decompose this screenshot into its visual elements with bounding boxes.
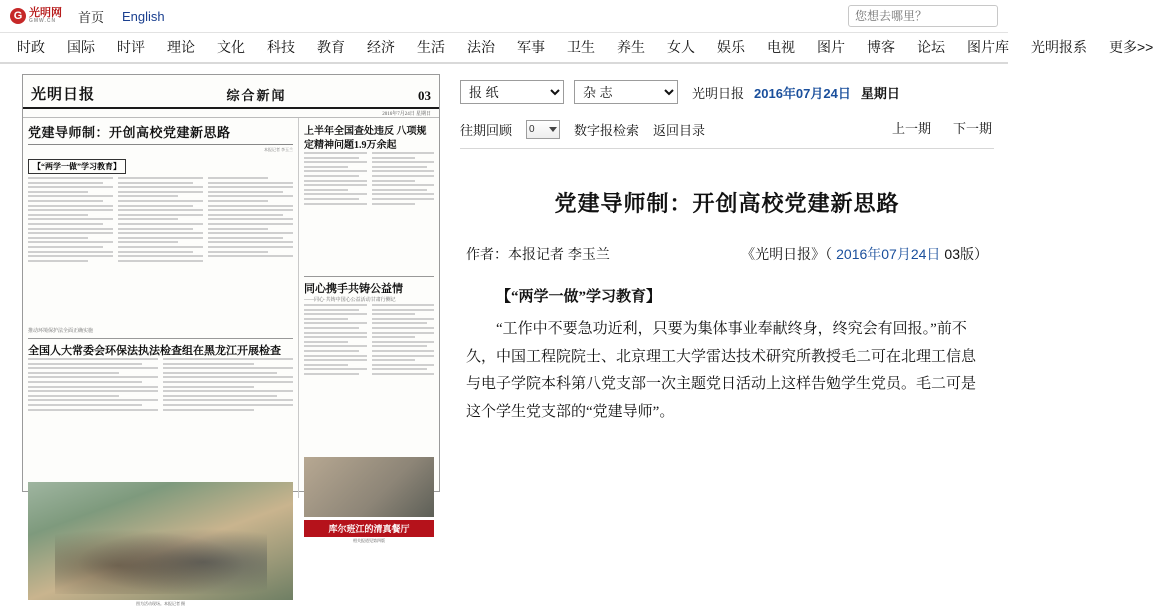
top-link-home[interactable]: 首页 xyxy=(78,9,105,25)
newspaper-right-text-1 xyxy=(304,152,434,272)
publication-name: 光明日报 xyxy=(692,85,745,101)
newspaper-pane xyxy=(0,64,452,606)
past-issues-link[interactable]: 往期回顾 xyxy=(460,123,513,138)
issue-mini-select-value: 0 xyxy=(529,124,535,135)
article-source: 《光明日报》（ xyxy=(741,246,833,262)
newspaper-headline-main: 党建导师制：开创高校党建新思路 xyxy=(28,122,293,145)
next-issue-link[interactable]: 下一期 xyxy=(952,121,992,136)
nav-item-13[interactable]: 女人 xyxy=(667,39,695,55)
issue-pager xyxy=(892,118,992,137)
newspaper-column-right xyxy=(299,118,439,543)
back-to-index-link[interactable]: 返回目录 xyxy=(653,123,706,138)
main-nav xyxy=(0,33,1154,64)
nav-item-15[interactable]: 电视 xyxy=(767,39,795,55)
chevron-down-icon xyxy=(549,127,557,132)
nav-item-18[interactable]: 论坛 xyxy=(917,39,945,55)
newspaper-dateline: 2016年7月24日 星期日 xyxy=(23,109,439,118)
article-source-page: 03版） xyxy=(944,246,988,262)
magazine-select[interactable] xyxy=(574,80,678,104)
article-source-date: 2016年07月24日 xyxy=(836,246,941,262)
top-link-english[interactable]: English xyxy=(122,8,165,24)
nav-item-5[interactable]: 科技 xyxy=(267,39,295,55)
publication-selector-row xyxy=(460,80,994,104)
nav-item-2[interactable]: 时评 xyxy=(117,39,145,55)
newspaper-byline: 本报记者 李玉兰 xyxy=(264,147,293,152)
newspaper-page-image[interactable] xyxy=(22,74,440,606)
newspaper-photo-caption: 图为活动现场。本报记者 摄 xyxy=(136,601,185,606)
newspaper-header xyxy=(23,75,439,109)
nav-item-8[interactable]: 生活 xyxy=(417,39,445,55)
newspaper-columns xyxy=(23,118,439,606)
logo-icon: G xyxy=(10,8,26,24)
newspaper-photo-small xyxy=(304,457,434,517)
newspaper-masthead: 光明日报 xyxy=(31,87,96,103)
newspaper-headline-right-2: 同心携手共铸公益情 xyxy=(304,276,434,296)
logo-subtitle: GMW.CN xyxy=(29,18,57,24)
nav-item-12[interactable]: 养生 xyxy=(617,39,645,55)
nav-item-1[interactable]: 国际 xyxy=(67,39,95,55)
content-area xyxy=(0,64,1008,606)
newspaper-footer-note: 相关报道见第四版 xyxy=(353,538,385,543)
nav-item-more[interactable]: 更多>> xyxy=(1109,39,1154,55)
nav-item-9[interactable]: 法治 xyxy=(467,39,495,55)
publication-weekday: 星期日 xyxy=(860,85,900,101)
newspaper-section: 综合新闻 xyxy=(226,88,287,103)
newspaper-body-text xyxy=(28,177,293,327)
site-logo[interactable] xyxy=(10,8,62,24)
nav-item-0[interactable]: 时政 xyxy=(17,39,45,55)
nav-item-3[interactable]: 理论 xyxy=(167,39,195,55)
nav-item-7[interactable]: 经济 xyxy=(367,39,395,55)
article-section-label: 【“两学一做”学习教育】 xyxy=(496,289,662,305)
newspaper-body-text-lower xyxy=(28,358,293,478)
article-title: 党建导师制：开创高校党建新思路 xyxy=(554,191,900,216)
nav-item-20[interactable]: 光明报系 xyxy=(1031,39,1087,55)
prev-issue-link[interactable]: 上一期 xyxy=(891,121,931,136)
newspaper-headline-lower: 全国人大常委会环保法执法检查组在黑龙江开展检查 xyxy=(28,338,293,358)
publication-date: 2016年07月24日 xyxy=(754,85,851,101)
article-author: 作者：本报记者 李玉兰 xyxy=(466,246,610,262)
newspaper-headline-right-top: 上半年全国查处违反 八项规定精神问题1.9万余起 xyxy=(304,126,427,151)
paper-select[interactable] xyxy=(460,80,564,104)
issue-mini-select[interactable] xyxy=(526,120,560,139)
nav-item-19[interactable]: 图片库 xyxy=(967,39,1009,55)
newspaper-subhead-right-2: ——同心·共铸中国心公益活动甘肃行侧记 xyxy=(304,298,396,303)
nav-item-11[interactable]: 卫生 xyxy=(567,39,595,55)
top-bar xyxy=(0,0,1008,33)
newspaper-redbar-title: 库尔班江的清真餐厅 xyxy=(304,520,434,537)
nav-item-4[interactable]: 文化 xyxy=(217,39,245,55)
article-paragraph-1: “工作中不要急功近利，只要为集体事业奉献终身，终究会有回报。”前不久，中国工程院院士、北京理工大学雷达技术研究所教授毛二可在北理工信息与电子学院本科第八党支部一次主题党日活动上这样告勉学生党员。毛二可是这个学生党支部的“党建导师”。 xyxy=(466,320,977,420)
newspaper-box-label: 【“两学一做”学习教育】 xyxy=(28,159,126,174)
logo-text xyxy=(29,8,62,24)
digital-search-link[interactable]: 数字报检索 xyxy=(574,123,640,138)
newspaper-page-number: 03 xyxy=(418,88,431,103)
search-input[interactable] xyxy=(848,5,998,27)
article-meta xyxy=(460,244,994,264)
article-pane xyxy=(452,64,1008,493)
newspaper-column-left xyxy=(23,118,299,606)
newspaper-kicker-lower: 推动环境保护法全面正确实施 xyxy=(28,329,94,334)
logo-title: 光明网 xyxy=(29,7,62,19)
nav-item-17[interactable]: 博客 xyxy=(867,39,895,55)
newspaper-photo xyxy=(28,482,293,600)
newspaper-right-text-2 xyxy=(304,304,434,454)
nav-item-6[interactable]: 教育 xyxy=(317,39,345,55)
article-body xyxy=(460,284,994,427)
nav-item-10[interactable]: 军事 xyxy=(517,39,545,55)
toolbar-row xyxy=(460,120,994,149)
nav-item-14[interactable]: 娱乐 xyxy=(717,39,745,55)
nav-item-16[interactable]: 图片 xyxy=(817,39,845,55)
